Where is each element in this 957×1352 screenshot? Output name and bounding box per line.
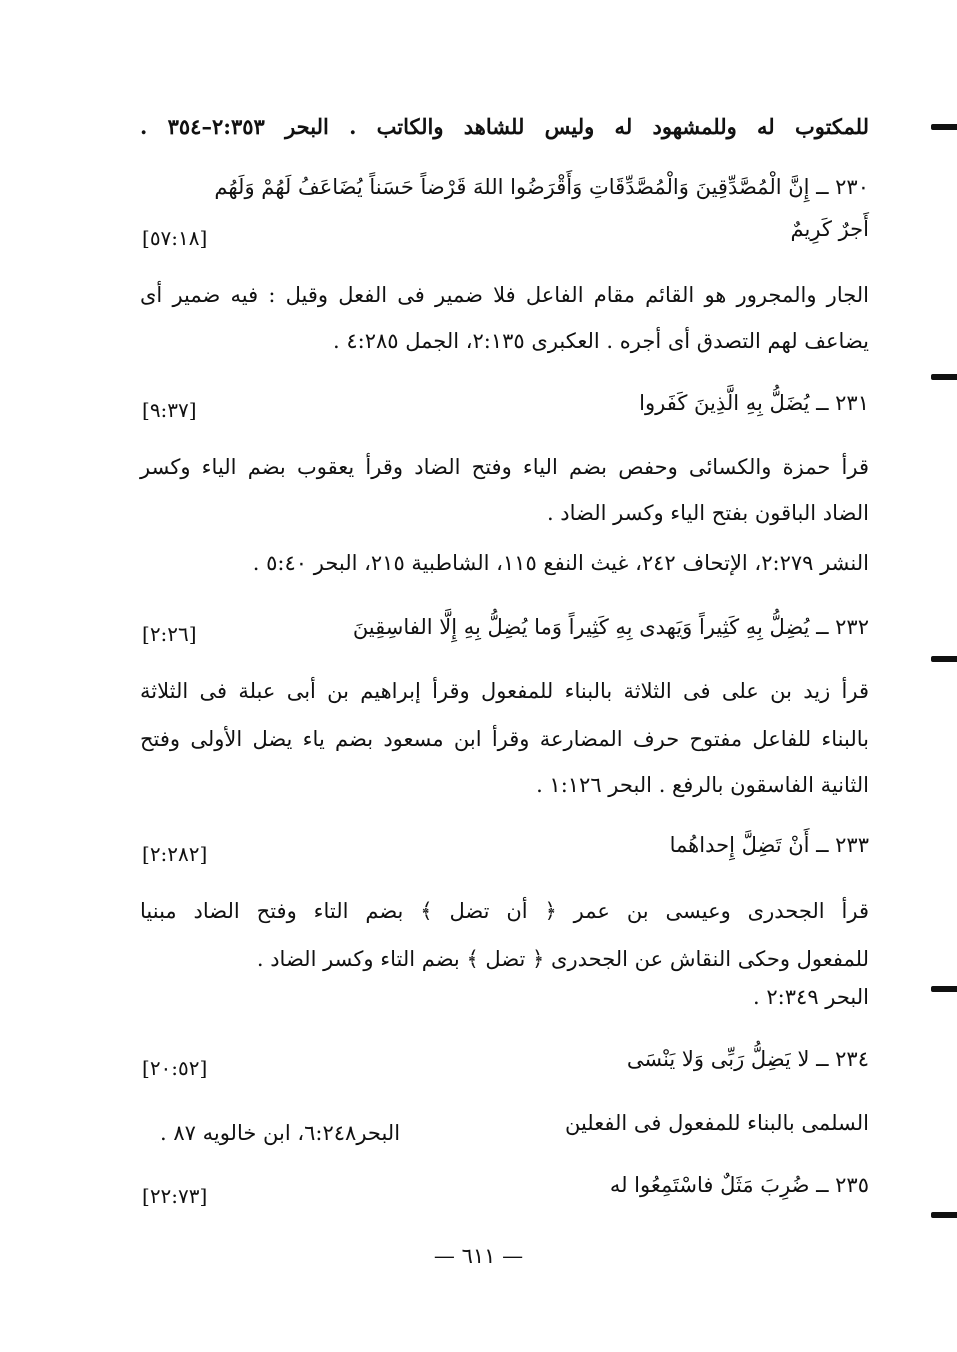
verse-233: ٢٣٣ ــ أَنْ تَضِلَّ إِحداهُما bbox=[669, 833, 869, 857]
verse-232: ٢٣٢ ــ يُضِلُّ بِهِ كَثِيراً وَيَهدى بِهِ كَثِيراً وَما يُضِلُّ بِهِ إِلَّا الفاسِقِينَ bbox=[352, 615, 869, 639]
commentary-line-9: قرأ الجحدرى وعيسى بن عمر ﴿ أن تضل ﴾ بضم التاء وفتح الضاد مبنيا bbox=[140, 899, 869, 923]
verse-235-reference: [٢٢:٧٣] bbox=[142, 1184, 208, 1208]
commentary-line-10: للمفعول وحكى النقاش عن الجحدرى ﴿ تضل ﴾ بضم التاء وكسر الضاد . bbox=[256, 947, 869, 971]
margin-mark bbox=[931, 124, 957, 130]
margin-mark bbox=[931, 374, 957, 380]
text-line-1: للمكتوب له وللمشهود له وليس للشاهد والكاتب . البحر ٢:٣٥٣–٣٥٤ . bbox=[140, 114, 869, 139]
commentary-line-2: يضاعف لهم التصدق أى أجره . العكبرى ٢:١٣٥، الجمل ٤:٢٨٥ . bbox=[332, 329, 869, 353]
margin-mark bbox=[931, 986, 957, 992]
commentary-line-11: البحر ٢:٣٤٩ . bbox=[753, 985, 869, 1009]
commentary-line-8: الثانية الفاسقون بالرفع . البحر ١:١٢٦ . bbox=[536, 773, 869, 797]
commentary-line-3: قرأ حمزة والكسائى وحفص بضم الياء وفتح الضاد وقرأ يعقوب بضم الياء وكسر bbox=[140, 455, 869, 479]
commentary-line-1: الجار والمجرور هو القائم مقام الفاعل فلا ضمير فى الفعل وقيل : فيه ضمير أى bbox=[140, 283, 869, 307]
commentary-line-12-left: البحر٦:٢٤٨، ابن خالويه ٨٧ . bbox=[160, 1121, 401, 1145]
margin-mark bbox=[931, 656, 957, 662]
verse-230-reference: [٥٧:١٨] bbox=[142, 226, 208, 250]
page-number: — ٦١١ — bbox=[433, 1244, 524, 1268]
verse-232-reference: [٢:٢٦] bbox=[142, 622, 197, 646]
commentary-line-5: النشر ٢:٢٧٩، الإتحاف ٢٤٢، غيث النفع ١١٥، الشاطبية ٢١٥، البحر ٥:٤٠ . bbox=[252, 551, 869, 575]
margin-mark bbox=[931, 1212, 957, 1218]
verse-230-line-1: ٢٣٠ ــ إِنَّ الْمُصَّدِّقِينَ وَالْمُصَّدِّقَاتِ وَأَقْرَضُوا اللهَ قَرْضاً حَسَناً يُضَاعَفُ لَهُمْ وَلَهُم bbox=[214, 175, 869, 199]
verse-230-line-2: أَجرٌ كَرِيمٌ bbox=[790, 217, 869, 241]
commentary-line-4: الضاد الباقون بفتح الياء وكسر الضاد . bbox=[546, 501, 869, 525]
verse-231: ٢٣١ ــ يُضَلُّ بِهِ الَّذِينَ كَفَروا bbox=[639, 391, 869, 415]
verse-234-reference: [٢٠:٥٢] bbox=[142, 1056, 208, 1080]
commentary-line-12-right: السلمى بالبناء للمفعول فى الفعلين bbox=[564, 1111, 869, 1135]
commentary-line-7: بالبناء للفاعل مفتوح حرف المضارعة وقرأ ابن مسعود بضم ياء يضل الأولى وفتح bbox=[140, 727, 869, 751]
verse-234: ٢٣٤ ــ لا يَضِلُّ رَبِّى وَلا يَنْسَى bbox=[626, 1047, 869, 1071]
verse-233-reference: [٢:٢٨٢] bbox=[142, 842, 208, 866]
verse-231-reference: [٩:٣٧] bbox=[142, 398, 197, 422]
commentary-line-6: قرأ زيد بن على فى الثلاثة بالبناء للمفعول وقرأ إبراهيم بن أبى عبلة فى الثلاثة bbox=[140, 679, 869, 703]
verse-235: ٢٣٥ ــ ضُرِبَ مَثَلٌ فاسْتَمِعُوا له bbox=[609, 1173, 869, 1197]
